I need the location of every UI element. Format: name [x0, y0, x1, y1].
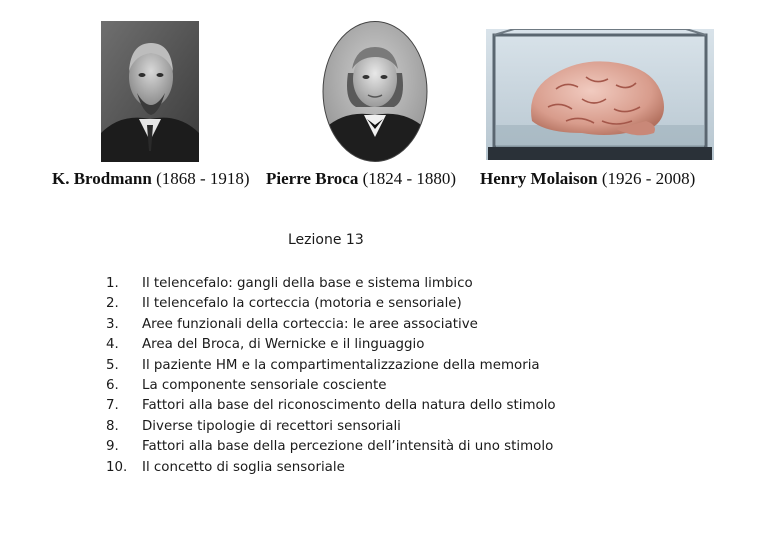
- topic-text: Il concetto di soglia sensoriale: [142, 459, 345, 475]
- topic-number: 6.: [106, 377, 119, 393]
- list-item: [106, 376, 556, 396]
- brodmann-caption: [52, 169, 250, 189]
- topic-number: 5.: [106, 357, 119, 373]
- molaison-caption: [480, 169, 695, 189]
- list-item: [106, 274, 556, 294]
- lesson-title: Lezione 13: [288, 232, 364, 248]
- topic-number: 3.: [106, 316, 119, 332]
- topic-number: 2.: [106, 296, 119, 312]
- topic-text: Il telencefalo la corteccia (motoria e sensoriale): [142, 296, 462, 312]
- brodmann-name: K. Brodmann: [52, 169, 152, 188]
- topic-text: La componente sensoriale cosciente: [142, 377, 387, 393]
- brodmann-dates: (1868 - 1918): [156, 169, 250, 188]
- broca-photo: [322, 21, 428, 162]
- brodmann-photo: [101, 21, 199, 162]
- list-item: [106, 417, 556, 437]
- topic-number: 4.: [106, 337, 119, 353]
- broca-name: Pierre Broca: [266, 169, 359, 188]
- topic-number: 10.: [106, 459, 128, 475]
- molaison-name: Henry Molaison: [480, 169, 598, 188]
- topic-text: Aree funzionali della corteccia: le aree associative: [142, 316, 478, 332]
- list-item: [106, 315, 556, 335]
- topic-number: 1.: [106, 276, 119, 291]
- topic-text: Fattori alla base della percezione dell’intensità di uno stimolo: [142, 439, 554, 455]
- list-item: [106, 356, 556, 376]
- topic-number: 9.: [106, 439, 119, 455]
- broca-caption: [266, 169, 456, 189]
- broca-dates: (1824 - 1880): [362, 169, 457, 188]
- molaison-brain-photo: [486, 29, 714, 160]
- molaison-dates: (1926 - 2008): [601, 169, 696, 188]
- list-item: [106, 335, 556, 355]
- list-item: [106, 458, 556, 478]
- topic-number: 7.: [106, 398, 119, 414]
- topic-text: Area del Broca, di Wernicke e il linguaggio: [142, 337, 425, 353]
- list-item: [106, 437, 556, 457]
- topic-number: 8.: [106, 418, 119, 434]
- topic-text: Diverse tipologie di recettori sensoriali: [142, 418, 401, 434]
- list-item: [106, 294, 556, 314]
- list-item: [106, 396, 556, 416]
- topic-text: Il paziente HM e la compartimentalizzazione della memoria: [142, 357, 540, 373]
- topic-list: [106, 274, 556, 478]
- topic-text: Fattori alla base del riconoscimento della natura dello stimolo: [142, 398, 556, 414]
- topic-text: Il telencefalo: gangli della base e sistema limbico: [142, 276, 473, 291]
